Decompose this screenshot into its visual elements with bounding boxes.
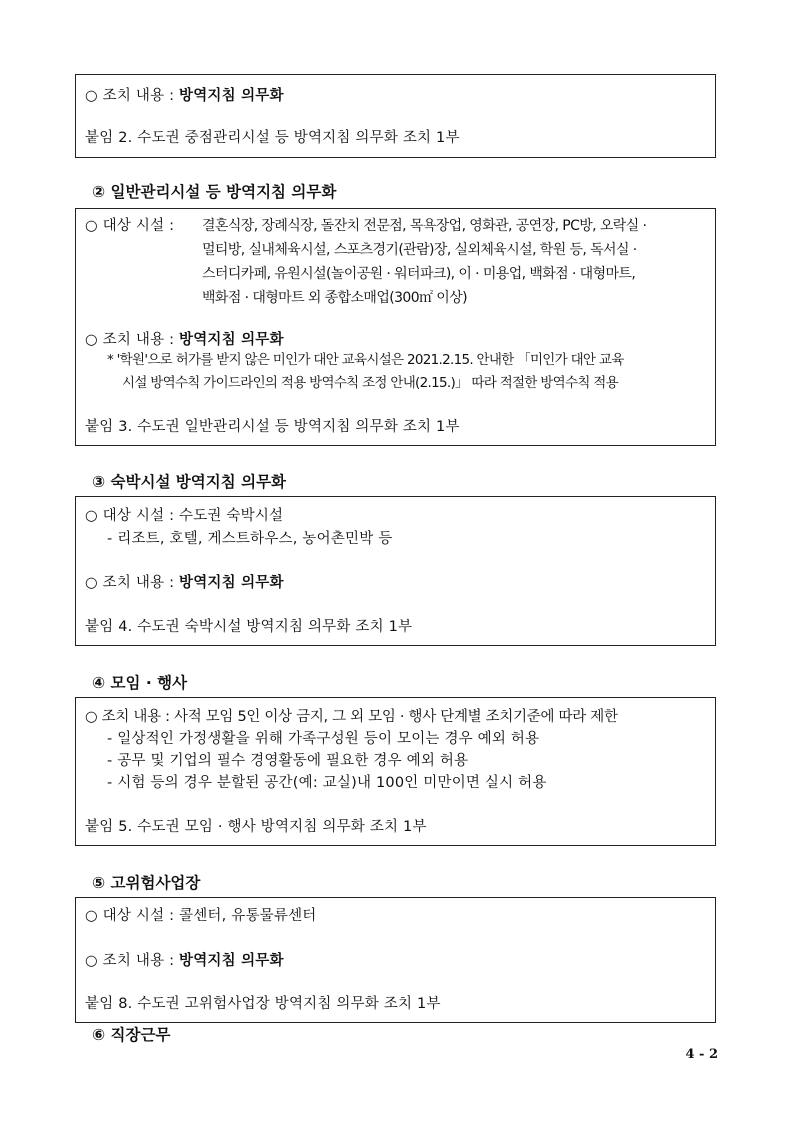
note-line-1: * '학원'으로 허가를 받지 않은 미인가 대안 교육시설은 2021.2.15. 안내한 「미인가 대안 교육 <box>107 352 624 368</box>
box-section-3 <box>75 496 716 646</box>
section-heading-4: ④ 모임 · 행사 <box>92 674 188 692</box>
measure-line: ○ 조치 내용 : 방역지침 의무화 <box>85 332 284 348</box>
measure-line: ○ 조치 내용 : 방역지침 의무화 <box>85 575 284 591</box>
sub-line-3: - 시험 등의 경우 분할된 공간(예: 교실)내 100인 미만이면 실시 허용 <box>107 775 547 791</box>
target-line-1: 결혼식장, 장례식장, 돌잔치 전문점, 목욕장업, 영화관, 공연장, PC방, 오락실 · <box>202 218 647 234</box>
target-line-2: 멀티방, 실내체육시설, 스포츠경기(관람)장, 실외체육시설, 학원 등, 독서실 · <box>202 242 637 258</box>
attachment-line: 붙임 4. 수도권 숙박시설 방역지침 의무화 조치 1부 <box>85 619 413 635</box>
target-line: ○ 대상 시설 : 콜센터, 유통물류센터 <box>85 908 317 924</box>
attachment-line: 붙임 2. 수도권 중점관리시설 등 방역지침 의무화 조치 1부 <box>85 130 460 146</box>
attachment-line: 붙임 5. 수도권 모임 · 행사 방역지침 의무화 조치 1부 <box>85 819 427 835</box>
section-heading-6: ⑥ 직장근무 <box>92 1026 171 1044</box>
measure-line: ○ 조치 내용 : 방역지침 의무화 <box>85 953 284 969</box>
box-section-1 <box>75 74 716 158</box>
box-section-4 <box>75 697 716 846</box>
target-line-4: 백화점 · 대형마트 외 종합소매업(300㎡ 이상) <box>202 290 468 306</box>
measure-line: ○ 조치 내용 : 사적 모임 5인 이상 금지, 그 외 모임 · 행사 단계별 조치기준에 따라 제한 <box>85 709 618 725</box>
box-section-5 <box>75 897 716 1023</box>
measure-value: 방역지침 의무화 <box>179 88 284 104</box>
note-line-2: 시설 방역수칙 가이드라인의 적용 방역수칙 조정 안내(2.15.)」 따라 적절한 방역수칙 적용 <box>122 375 618 391</box>
section-heading-3: ③ 숙박시설 방역지침 의무화 <box>92 473 287 491</box>
measure-value: 방역지침 의무화 <box>179 953 284 969</box>
measure-value: 방역지침 의무화 <box>179 332 284 348</box>
page-number: 4 - 2 <box>685 1047 718 1062</box>
measure-line: ○ 조치 내용 : 방역지침 의무화 <box>85 88 284 104</box>
sub-line-2: - 공무 및 기업의 필수 경영활동에 필요한 경우 예외 허용 <box>107 753 469 769</box>
box-section-2 <box>75 208 716 446</box>
measure-value: 방역지침 의무화 <box>179 575 284 591</box>
target-prefix: ○ 대상 시설 : <box>85 218 175 234</box>
attachment-line: 붙임 8. 수도권 고위험사업장 방역지침 의무화 조치 1부 <box>85 996 441 1012</box>
target-line-3: 스터디카페, 유원시설(놀이공원 · 워터파크), 이 · 미용업, 백화점 · 대형마트, <box>202 266 636 282</box>
section-heading-2: ② 일반관리시설 등 방역지침 의무화 <box>92 183 337 201</box>
attachment-line: 붙임 3. 수도권 일반관리시설 등 방역지침 의무화 조치 1부 <box>85 419 460 435</box>
section-heading-5: ⑤ 고위험사업장 <box>92 874 201 892</box>
sub-line-1: - 일상적인 가정생활을 위해 가족구성원 등이 모이는 경우 예외 허용 <box>107 731 540 747</box>
target-sub-line: - 리조트, 호텔, 게스트하우스, 농어촌민박 등 <box>107 531 393 547</box>
target-line: ○ 대상 시설 : 수도권 숙박시설 <box>85 508 284 524</box>
